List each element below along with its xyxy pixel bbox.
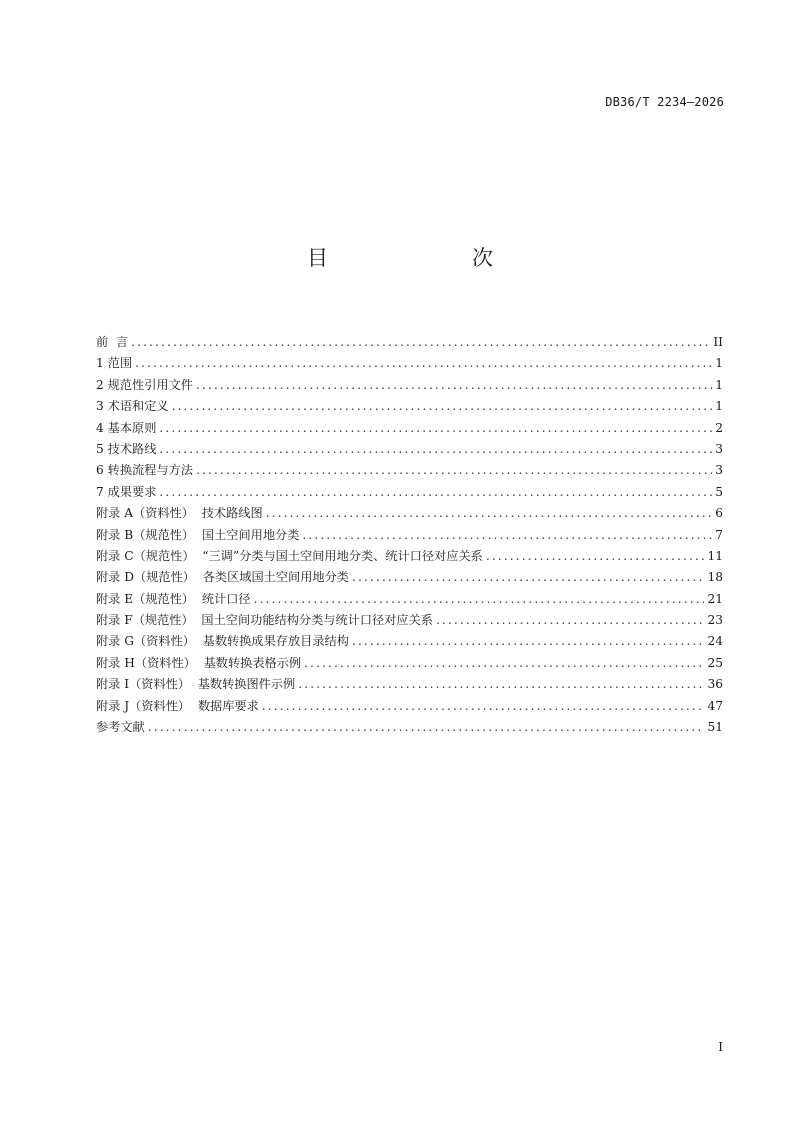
toc-entry-label: 附录 H（资料性） 基数转换表格示例 xyxy=(96,655,302,670)
toc-entry-label: 7 成果要求 xyxy=(96,484,157,499)
toc-entry-page: 21 xyxy=(707,591,723,606)
toc-entry-label: 附录 G（资料性） 基数转换成果存放目录结构 xyxy=(96,634,349,649)
toc-entry-label: 附录 C（规范性） “三调”分类与国土空间用地分类、统计口径对应关系 xyxy=(96,548,483,563)
toc-entry-page: 36 xyxy=(707,677,723,692)
toc-entry[interactable] xyxy=(96,482,723,503)
toc-leader-dots xyxy=(172,396,713,417)
toc-entry[interactable] xyxy=(96,653,723,674)
toc-entry-page: 11 xyxy=(707,548,723,563)
toc-entry-label: 附录 A（资料性） 技术路线图 xyxy=(96,506,263,521)
toc-leader-dots xyxy=(196,460,712,481)
toc-entry[interactable] xyxy=(96,525,723,546)
toc-entry[interactable] xyxy=(96,353,723,374)
toc-entry-label: 前 言 xyxy=(96,335,129,349)
toc-entry[interactable] xyxy=(96,332,723,353)
toc-entry-label: 5 技术路线 xyxy=(96,441,157,456)
toc-entry-label: 3 术语和定义 xyxy=(96,399,169,414)
toc-leader-dots xyxy=(135,353,712,374)
toc-entry[interactable] xyxy=(96,439,723,460)
toc-entry-page: 6 xyxy=(715,506,723,521)
toc-entry[interactable] xyxy=(96,460,723,481)
toc-entry-page: 23 xyxy=(707,613,723,628)
toc-entry-page: 1 xyxy=(715,399,723,414)
toc-entry-label: 2 规范性引用文件 xyxy=(96,377,193,392)
toc-entry-label: 6 转换流程与方法 xyxy=(96,463,193,478)
toc-entry-page: 7 xyxy=(715,527,723,542)
toc-leader-dots xyxy=(486,546,705,567)
toc-leader-dots xyxy=(266,503,713,524)
toc-entry[interactable] xyxy=(96,503,723,524)
toc-entry[interactable] xyxy=(96,396,723,417)
toc-entry-label: 附录 J（资料性） 数据库要求 xyxy=(96,698,259,713)
toc-entry-page: 24 xyxy=(707,634,723,649)
toc-entry-page: 3 xyxy=(715,441,723,456)
toc-leader-dots xyxy=(352,631,705,652)
toc-leader-dots xyxy=(159,439,712,460)
toc-leader-dots xyxy=(196,375,712,396)
toc-entry-page: 2 xyxy=(715,420,723,435)
toc-entry[interactable] xyxy=(96,631,723,652)
toc-entry[interactable] xyxy=(96,546,723,567)
toc-entry-page: II xyxy=(713,335,723,349)
toc-entry[interactable] xyxy=(96,589,723,610)
toc-entry[interactable] xyxy=(96,674,723,695)
toc-entry-label: 附录 B（规范性） 国土空间用地分类 xyxy=(96,527,300,542)
toc-leader-dots xyxy=(262,696,705,717)
toc-entry-page: 47 xyxy=(707,698,723,713)
toc-entry-label: 附录 F（规范性） 国土空间功能结构分类与统计口径对应关系 xyxy=(96,613,433,628)
toc-entry-label: 附录 I（资料性） 基数转换图件示例 xyxy=(96,677,296,692)
toc-entry-label: 1 范围 xyxy=(96,356,133,371)
toc-entry[interactable] xyxy=(96,717,723,738)
toc-entry-page: 1 xyxy=(715,377,723,392)
toc-entry[interactable] xyxy=(96,418,723,439)
page-title: 目 次 xyxy=(307,246,527,270)
toc-entry-page: 25 xyxy=(707,655,723,670)
toc-leader-dots xyxy=(159,418,712,439)
page-number: I xyxy=(718,1040,723,1054)
toc-entry-label: 参考文献 xyxy=(96,720,145,735)
toc-entry-page: 5 xyxy=(715,484,723,499)
toc-leader-dots xyxy=(254,589,705,610)
toc-entry[interactable] xyxy=(96,375,723,396)
toc-entry[interactable] xyxy=(96,696,723,717)
toc-entry-page: 1 xyxy=(715,356,723,371)
toc-leader-dots xyxy=(302,525,712,546)
toc-leader-dots xyxy=(352,567,705,588)
toc-entry-page: 51 xyxy=(707,720,723,735)
toc-leader-dots xyxy=(148,717,705,738)
toc-leader-dots xyxy=(298,674,704,695)
document-code: DB36/T 2234—2026 xyxy=(605,95,724,109)
table-of-contents xyxy=(96,332,723,738)
toc-entry[interactable] xyxy=(96,610,723,631)
toc-leader-dots xyxy=(131,332,710,353)
toc-entry-label: 附录 D（规范性） 各类区域国土空间用地分类 xyxy=(96,570,349,585)
toc-entry-label: 4 基本原则 xyxy=(96,420,157,435)
toc-entry[interactable] xyxy=(96,567,723,588)
toc-leader-dots xyxy=(159,482,712,503)
toc-entry-page: 18 xyxy=(707,570,723,585)
toc-leader-dots xyxy=(436,610,705,631)
toc-leader-dots xyxy=(304,653,704,674)
toc-entry-page: 3 xyxy=(715,463,723,478)
toc-entry-label: 附录 E（规范性） 统计口径 xyxy=(96,591,251,606)
